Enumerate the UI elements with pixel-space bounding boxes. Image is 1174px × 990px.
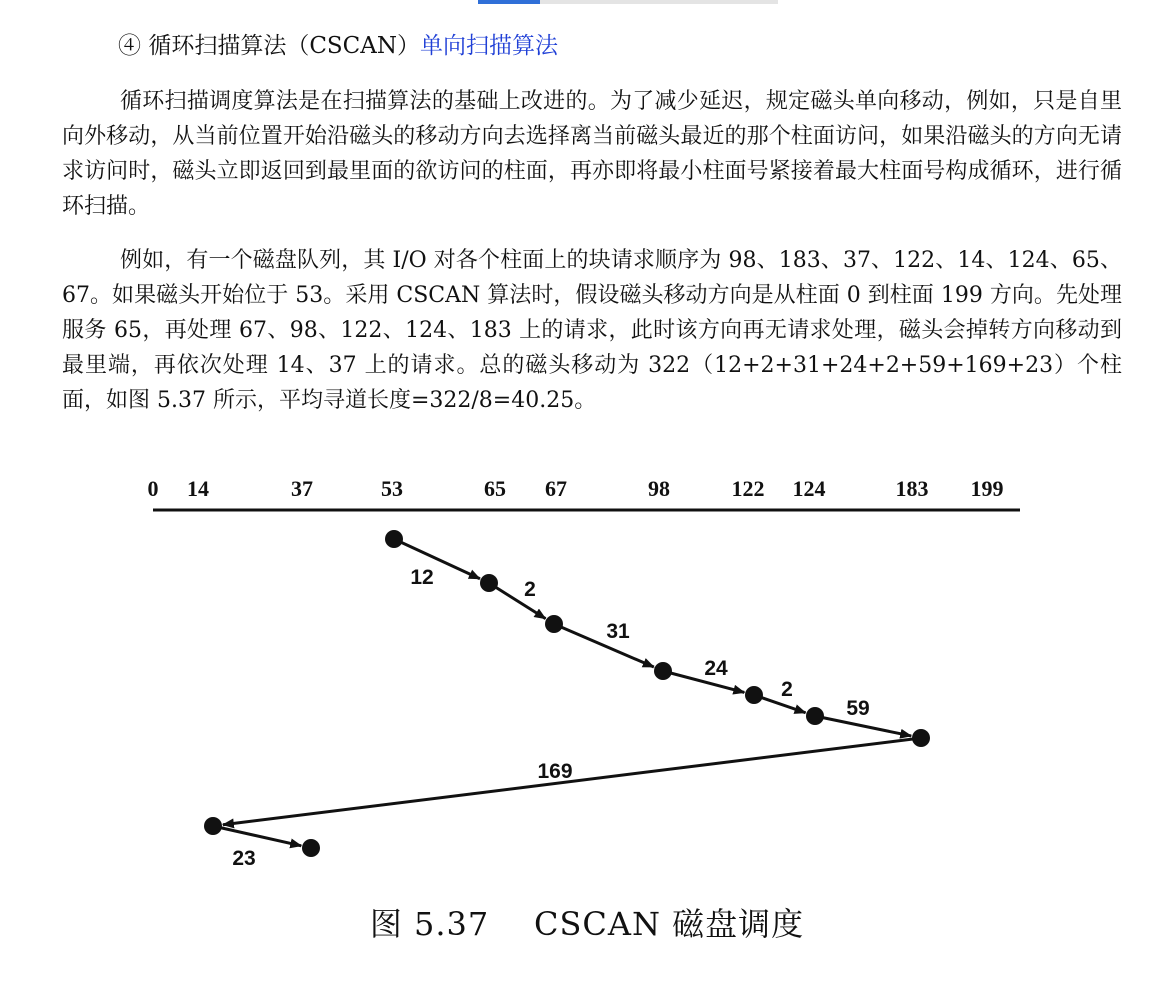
paragraph-example: 例如，有一个磁盘队列，其 I/O 对各个柱面上的块请求顺序为 98、183、37、122、14、124、65、67。如果磁头开始位于 53。采用 CSCAN 算法时，假设磁头移动方向是从柱面 0 到柱面 199 方向。先处理服务 65，再处理 67、98、122、124、183 上的请求，此时该方向再无请求处理，磁头会掉转方向移动到最里端，再依次处理 14、37 上的请求。总的磁头移动为 322（12+2+31+24+2+59+169+23）个柱面，如图 5.37 所示，平均寻道长度=322/8=40.25。 (62, 248, 1122, 413)
move-label-7: 169 (537, 760, 573, 783)
move-arrow-67-to-98 (554, 624, 654, 667)
move-label-1: 12 (410, 566, 434, 589)
move-label-4: 24 (704, 657, 728, 680)
section-heading (118, 28, 558, 64)
visit-point-37 (302, 839, 320, 857)
cylinder-tick-labels (148, 476, 1004, 501)
visit-points (204, 530, 930, 857)
tick-label-65: 65 (484, 476, 506, 501)
move-label-8: 23 (232, 847, 256, 870)
paragraph-definition: 循环扫描调度算法是在扫描算法的基础上改进的。为了减少延迟，规定磁头单向移动，例如，只是自里向外移动，从当前位置开始沿磁头的移动方向去选择离当前磁头最近的那个柱面访问，如果沿磁头的方向无请求访问时，磁头立即返回到最里面的欲访问的柱面，再亦即将最小柱面号紧接着最大柱面号构成循环，进行循环扫描。 (62, 89, 1122, 219)
tick-label-14: 14 (187, 476, 209, 501)
top-scroll-tab-active (478, 0, 540, 4)
visit-point-183 (912, 729, 930, 747)
visit-point-122 (745, 686, 763, 704)
heading-number: ④ (118, 33, 141, 59)
head-moves (213, 539, 921, 846)
visit-point-65 (480, 574, 498, 592)
move-labels (232, 566, 869, 870)
tick-label-67: 67 (545, 476, 567, 501)
tick-label-122: 122 (731, 476, 765, 501)
visit-point-67 (545, 615, 563, 633)
heading-title: 循环扫描算法（CSCAN） (148, 33, 420, 59)
tick-label-0: 0 (147, 476, 159, 501)
heading-alt-name-link[interactable]: 单向扫描算法 (420, 33, 558, 59)
visit-point-14 (204, 817, 222, 835)
figure-caption: 图 5.37 CSCAN 磁盘调度 (369, 905, 805, 943)
tick-label-98: 98 (648, 476, 670, 501)
cscan-figure (0, 462, 1174, 902)
move-arrow-14-to-37 (213, 826, 301, 846)
visit-point-98 (654, 662, 672, 680)
tick-label-124: 124 (792, 476, 826, 501)
move-label-2: 2 (524, 578, 536, 601)
move-arrow-65-to-67 (489, 583, 546, 619)
move-label-3: 31 (606, 620, 630, 643)
visit-point-53 (385, 530, 403, 548)
move-label-5: 2 (781, 678, 793, 701)
move-arrow-53-to-65 (394, 539, 480, 579)
visit-point-124 (806, 707, 824, 725)
tick-label-183: 183 (895, 476, 929, 501)
tick-label-53: 53 (381, 476, 403, 501)
move-label-6: 59 (846, 697, 870, 720)
tick-label-199: 199 (970, 476, 1004, 501)
tick-label-37: 37 (291, 476, 313, 501)
